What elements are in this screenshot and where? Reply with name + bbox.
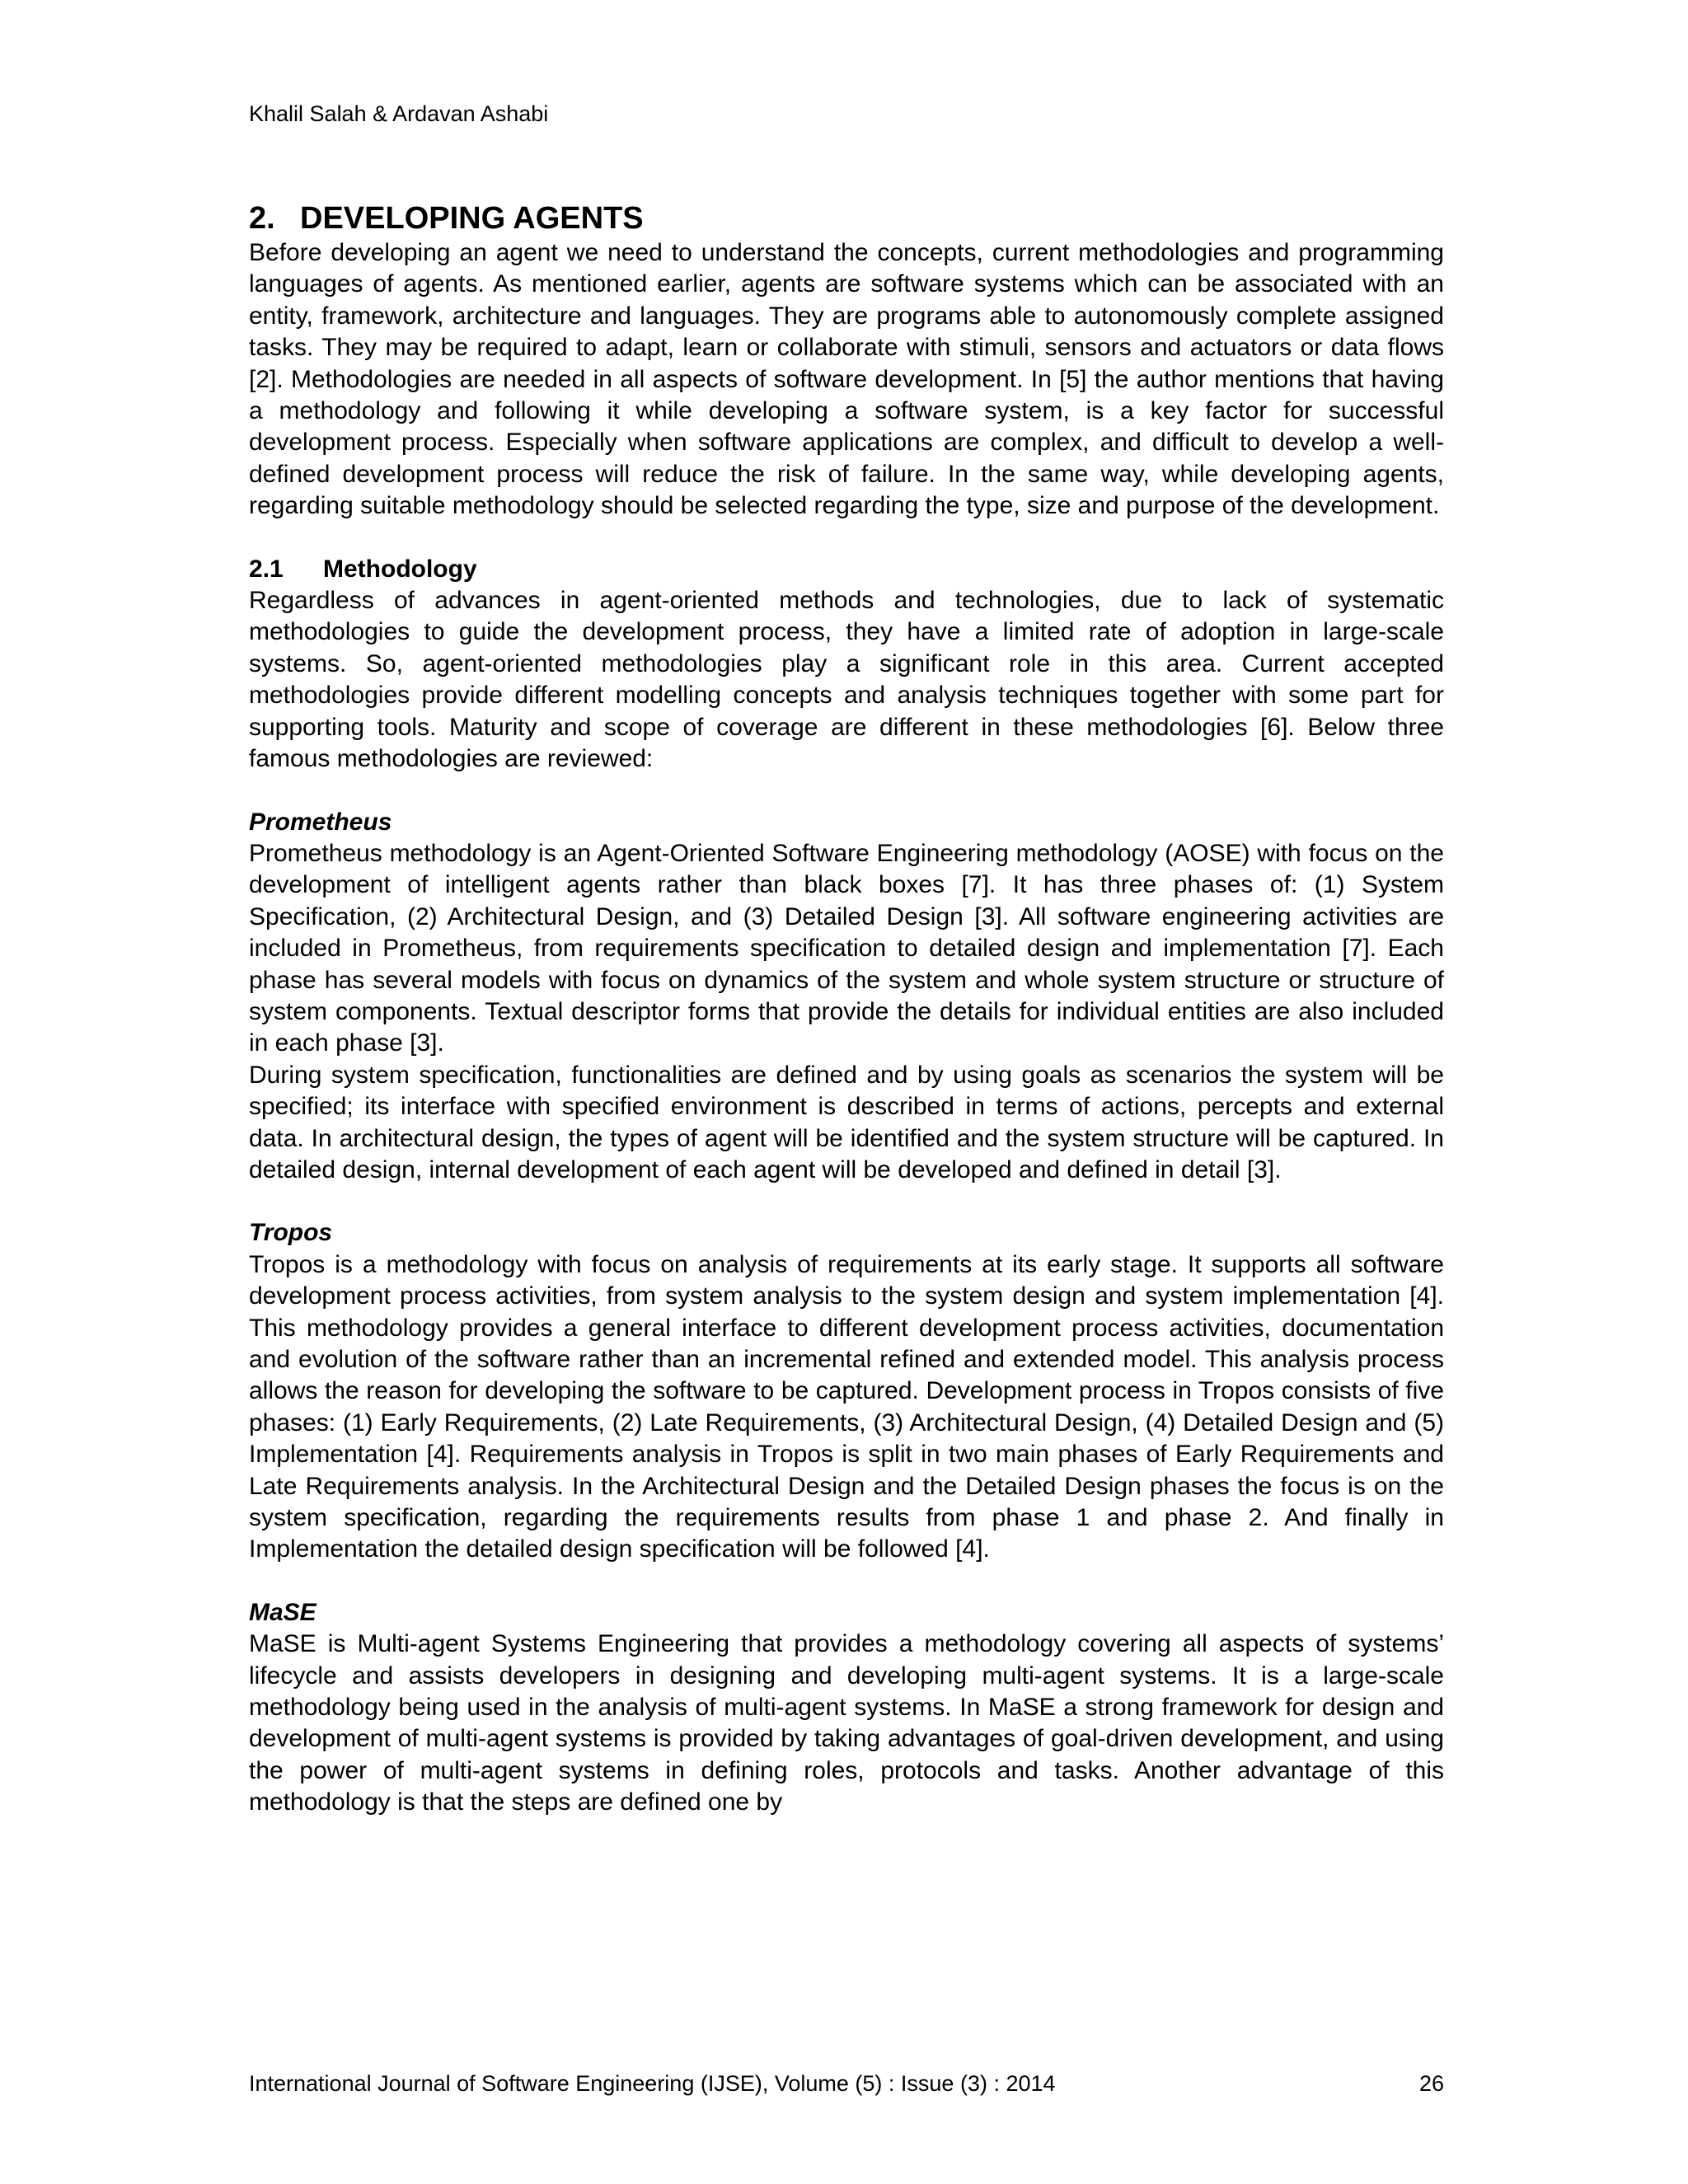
section-number: 2. — [249, 201, 275, 236]
prometheus-paragraph-1: Prometheus methodology is an Agent-Oriented Software Engineering methodology (AOSE) with focus on the development of intelligent agents rather than black boxes [7]. It has three phases of: (1) System Specification, (2) Architectural Design, and (3) Detailed Design [3]. All software engineering activities are included in Prometheus, from requirements specification to detailed design and implementation [7]. Each phase has several models with focus on dynamics of the system and whole system structure or structure of system components. Textual descriptor forms that provide the details for individual entities are also included in each phase [3]. — [249, 839, 1444, 1057]
subsection-title: Methodology — [323, 555, 477, 583]
mase-heading: MaSE — [249, 1598, 316, 1626]
methodology-paragraph: Regardless of advances in agent-oriented methods and technologies, due to lack of systematic methodologies to guide the development process, they have a limited rate of adoption in large-scale systems. So, agent-oriented methodologies play a significant role in this area. Current accepted methodologies provide different modelling concepts and analysis techniques together with some part for supporting tools. Maturity and scope of coverage are different in these methodologies [6]. Below three famous methodologies are reviewed: — [249, 587, 1444, 773]
section-title: DEVELOPING AGENTS — [300, 201, 644, 236]
running-header-authors: Khalil Salah & Ardavan Ashabi — [249, 101, 549, 126]
subsection-heading — [249, 554, 1444, 585]
journal-citation: International Journal of Software Engineering (IJSE), Volume (5) : Issue (3) : 2014 — [249, 2071, 1056, 2096]
running-footer — [249, 2069, 1444, 2098]
prometheus-paragraph-2: During system specification, functionalities are defined and by using goals as scenarios the system will be specified; its interface with specified environment is described in terms of actions, percepts and external data. In architectural design, the types of agent will be identified and the system structure will be captured. In detailed design, internal development of each agent will be developed and defined in detail [3]. — [249, 1061, 1444, 1183]
subsection-number: 2.1 — [249, 555, 284, 583]
main-content — [249, 199, 1444, 1819]
section-heading — [249, 199, 1444, 237]
mase-paragraph: MaSE is Multi-agent Systems Engineering that provides a methodology covering all aspects of systems’ lifecycle and assists developers in designing and developing multi-agent systems. It is a large-scale methodology being used in the analysis of multi-agent systems. In MaSE a strong framework for design and development of multi-agent systems is provided by taking advantages of goal-driven development, and using the power of multi-agent systems in defining roles, protocols and tasks. Another advantage of this methodology is that the steps are defined one by — [249, 1630, 1444, 1816]
prometheus-heading: Prometheus — [249, 808, 392, 836]
tropos-heading: Tropos — [249, 1219, 333, 1247]
tropos-paragraph: Tropos is a methodology with focus on analysis of requirements at its early stage. It supports all software development process activities, from system analysis to the system design and system implementation [4]. This methodology provides a general interface to different development process activities, documentation and evolution of the software rather than an incremental refined and extended model. This analysis process allows the reason for developing the software to be captured. Development process in Tropos consists of five phases: (1) Early Requirements, (2) Late Requirements, (3) Architectural Design, (4) Detailed Design and (5) Implementation [4]. Requirements analysis in Tropos is split in two main phases of Early Requirements and Late Requirements analysis. In the Architectural Design and the Detailed Design phases the focus is on the system specification, regarding the requirements results from phase 1 and phase 2. And finally in Implementation the detailed design specification will be followed [4]. — [249, 1250, 1444, 1563]
section-intro-paragraph: Before developing an agent we need to understand the concepts, current methodologies and programming languages of agents. As mentioned earlier, agents are software systems which can be associated with an entity, framework, architecture and languages. They are programs able to autonomously complete assigned tasks. They may be required to adapt, learn or collaborate with stimuli, sensors and actuators or data flows [2]. Methodologies are needed in all aspects of software development. In [5] the author mentions that having a methodology and following it while developing a software system, is a key factor for successful development process. Especially when software applications are complex, and difficult to develop a well-defined development process will reduce the risk of failure. In the same way, while developing agents, regarding suitable methodology should be selected regarding the type, size and purpose of the development. — [249, 239, 1444, 520]
page-number: 26 — [1418, 2071, 1444, 2096]
